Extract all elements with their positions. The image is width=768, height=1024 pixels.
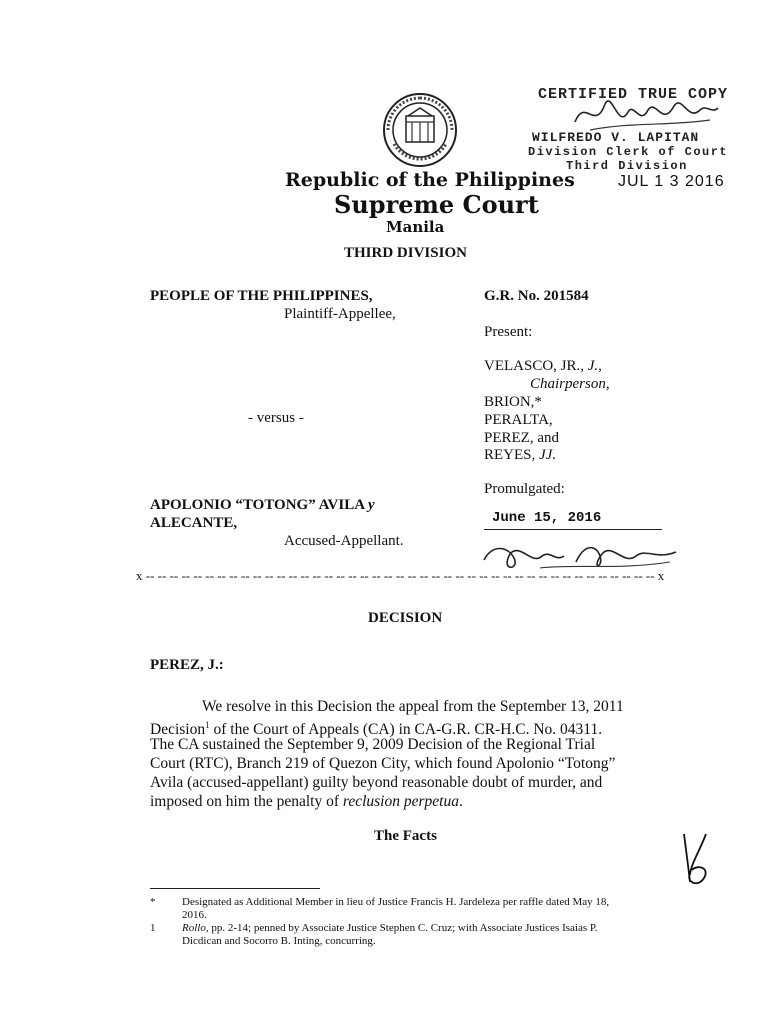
body-line-6: imposed on him the penalty of reclusion perpetua.: [150, 793, 463, 810]
justice-velasco: VELASCO, JR., J.,: [484, 358, 602, 374]
justice-chairperson: Chairperson,: [530, 376, 610, 392]
plaintiff-name: PEOPLE OF THE PHILIPPINES,: [150, 288, 373, 304]
stamp-date: JUL 1 3 2016: [618, 173, 725, 190]
body-line-5: Avila (accused-appellant) guilty beyond reasonable doubt of murder, and: [150, 774, 603, 791]
clerk-division: Third Division: [566, 159, 688, 173]
footnote-star-text-1: Designated as Additional Member in lieu of Justice Francis H. Jardeleza per raffle dated May 18,: [182, 896, 610, 908]
city-heading: Manila: [386, 218, 445, 236]
footnote-star-mark: *: [150, 896, 156, 908]
promulgated-label: Promulgated:: [484, 481, 565, 497]
supreme-court-seal-icon: [382, 92, 458, 168]
footnote-rule: [150, 888, 320, 889]
facts-heading: The Facts: [374, 828, 437, 844]
justice-reyes: REYES, JJ.: [484, 447, 557, 463]
court-heading: Supreme Court: [334, 190, 539, 219]
decision-heading: DECISION: [368, 610, 443, 626]
accused-name-line2: ALECANTE,: [150, 515, 238, 531]
promulgated-date: June 15, 2016: [492, 510, 602, 526]
certified-true-copy-stamp: CERTIFIED TRUE COPY: [538, 86, 729, 103]
body-line-1: We resolve in this Decision the appeal from the September 13, 2011: [202, 698, 624, 715]
republic-heading: Republic of the Philippines: [285, 169, 575, 191]
initial-mark-icon: [676, 830, 716, 888]
promulgated-underline: [484, 529, 662, 530]
footnote-star-text-2: 2016.: [182, 909, 207, 921]
division-heading: THIRD DIVISION: [344, 245, 467, 261]
justice-peralta: PERALTA,: [484, 412, 553, 428]
justice-perez: PEREZ, and: [484, 430, 559, 446]
footnote-1-text-1: Rollo, pp. 2-14; penned by Associate Justice Stephen C. Cruz; with Associate Justices Isaias P.: [182, 922, 598, 934]
accused-name: APOLONIO “TOTONG” AVILA y: [150, 497, 375, 513]
ponente: PEREZ, J.:: [150, 657, 224, 673]
footnote-1-mark: 1: [150, 922, 156, 934]
present-label: Present:: [484, 324, 533, 340]
footnote-ref-1[interactable]: 1: [205, 720, 210, 730]
clerk-name: WILFREDO V. LAPITAN: [532, 130, 700, 145]
justice-brion: BRION,*: [484, 394, 542, 410]
plaintiff-role: Plaintiff-Appellee,: [284, 306, 396, 322]
body-line-2: Decision$^1$ of the Court of Appeals (CA) in CA-G.R. CR-H.C. No. 04311.: [150, 720, 603, 739]
footnote-1-text-2: Dicdican and Socorro B. Inting, concurring.: [182, 935, 376, 947]
body-line-3: The CA sustained the September 9, 2009 Decision of the Regional Trial: [150, 736, 596, 753]
clerk-title: Division Clerk of Court: [528, 145, 729, 159]
accused-role: Accused-Appellant.: [284, 533, 404, 549]
caption-separator: x -- -- -- -- -- -- -- -- -- -- -- -- -- -- -- -- -- -- -- -- -- -- -- -- -- -- -- -- -- -- -- -- -- -- -- -- -- -- -- -- -- -- -- x: [136, 568, 665, 583]
gr-number: G.R. No. 201584: [484, 288, 589, 304]
body-line-4: Court (RTC), Branch 219 of Quezon City, which found Apolonio “Totong”: [150, 755, 616, 772]
versus-label: - versus -: [248, 410, 304, 426]
